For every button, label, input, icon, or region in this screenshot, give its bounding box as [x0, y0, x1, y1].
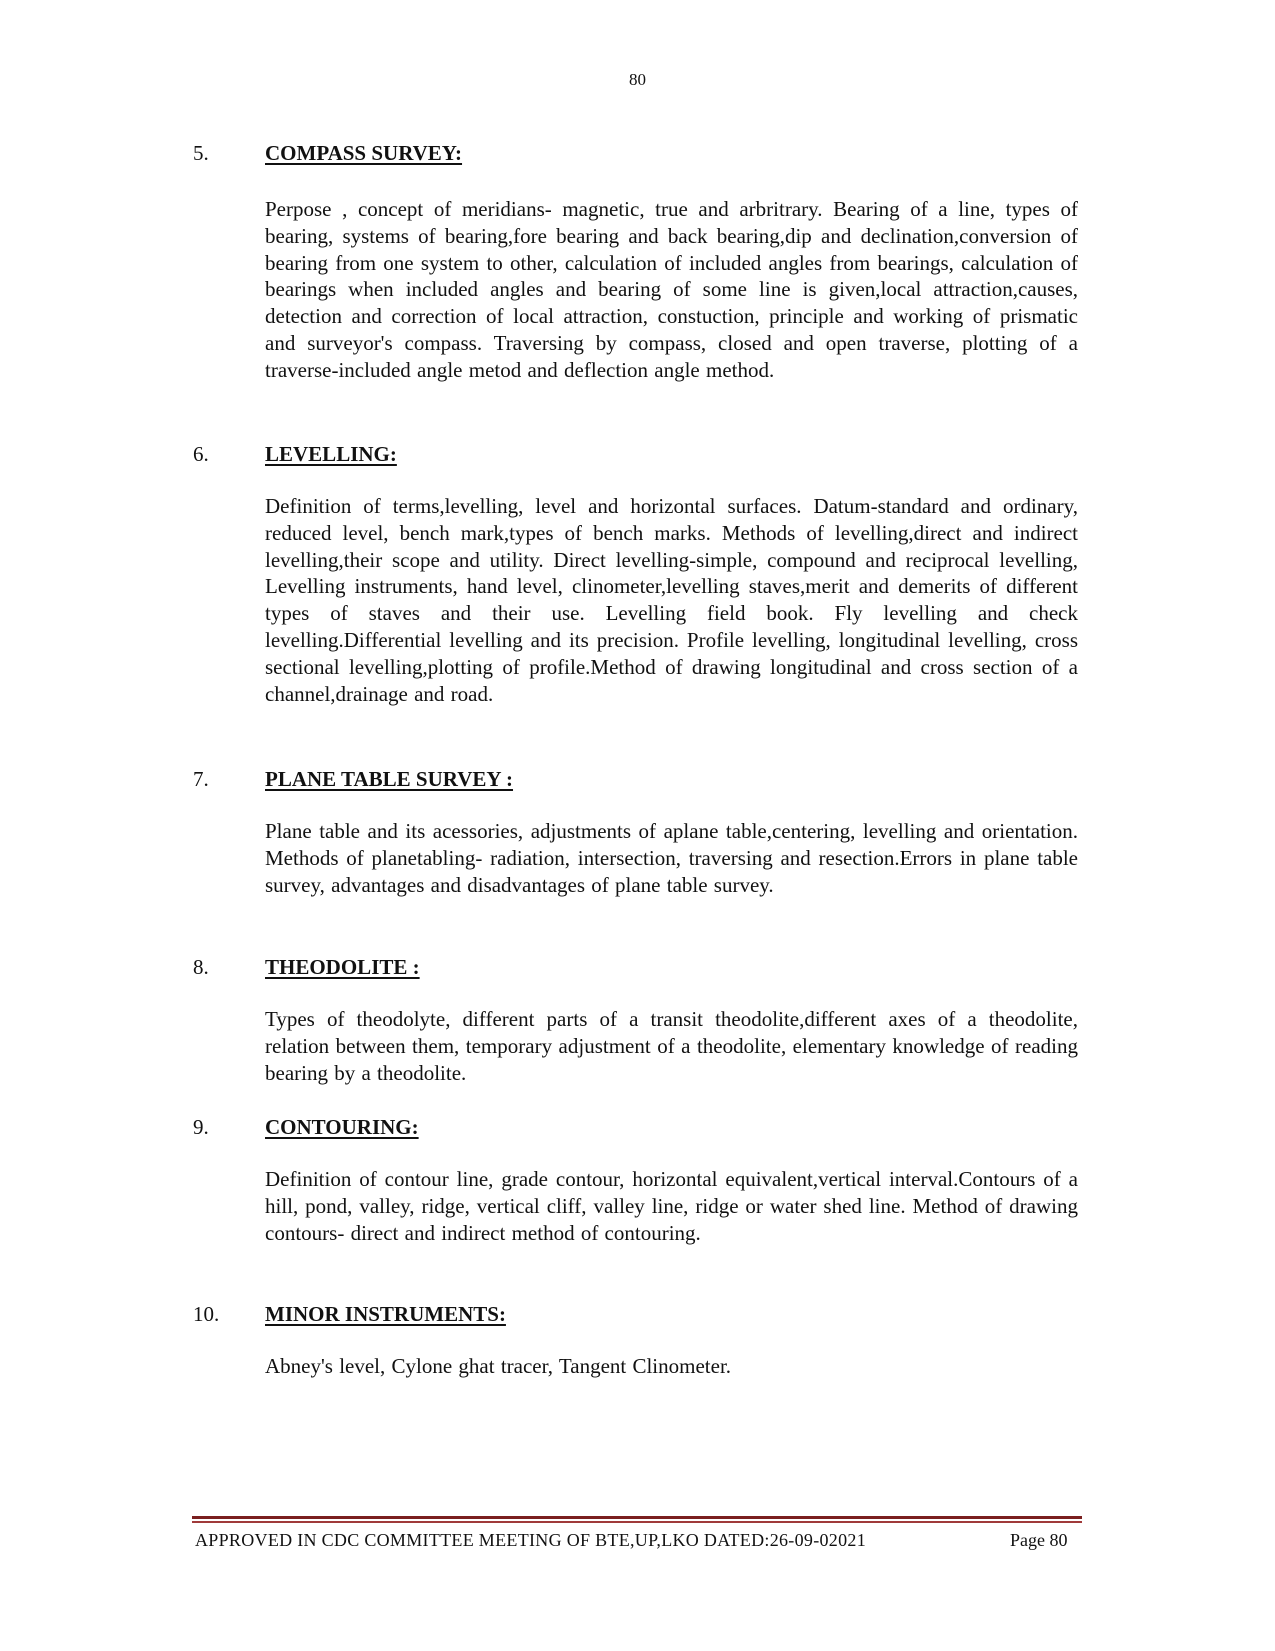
section-heading: THEODOLITE : — [265, 955, 420, 979]
section-body: Definition of contour line, grade contour, horizontal equivalent,vertical interval.Contours of a hill, pond, valley, ridge, vertical cliff, valley line, ridge or water shed line. Method of drawing contours- direct and indirect method of contouring. — [265, 1167, 1078, 1245]
section-body: Abney's level, Cylone ghat tracer, Tangent Clinometer. — [265, 1354, 732, 1378]
section-heading: LEVELLING: — [265, 442, 397, 466]
section-number: 9. — [193, 1115, 209, 1139]
section-heading: CONTOURING: — [265, 1115, 419, 1139]
footer-divider-line — [192, 1516, 1082, 1519]
section-heading: PLANE TABLE SURVEY : — [265, 767, 514, 791]
footer-divider — [192, 1516, 1082, 1524]
section-number: 6. — [193, 442, 209, 466]
page-number-top: 80 — [629, 70, 646, 89]
section-number: 8. — [193, 955, 209, 979]
section-body: Definition of terms,levelling, level and horizontal surfaces. Datum-standard and ordinary, reduced level, bench mark,types of bench marks. Methods of levelling,direct and indirect levelling,their scope and utility. Direct levelling-simple, compound and reciprocal levelling, Levelling instruments, hand level, clinometer,levelling staves,merit and demerits of different types of staves and their use. Levelling field book. Fly levelling and check levelling.Differential levelling and its precision. Profile levelling, longitudinal levelling, cross sectional levelling,plotting of profile.Method of drawing longitudinal and cross section of a channel,drainage and road. — [265, 494, 1078, 706]
footer-approval-text: APPROVED IN CDC COMMITTEE MEETING OF BTE,UP,LKO DATED:26-09-02021 — [195, 1530, 866, 1550]
footer-page-label: Page 80 — [1010, 1530, 1068, 1550]
section-body: Types of theodolyte, different parts of a transit theodolite,different axes of a theodolite, relation between them, temporary adjustment of a theodolite, elementary knowledge of reading bearing by a theodolite. — [265, 1007, 1078, 1085]
footer-divider-line — [192, 1521, 1082, 1523]
section-body: Perpose , concept of meridians- magnetic, true and arbritrary. Bearing of a line, types of bearing, systems of bearing,fore bearing and back bearing,dip and declination,conversion of bearing from one system to other, calculation of included angles from bearings, calculation of bearings when included angles and bearing of some line is given,local attraction,causes, detection and correction of local attraction, constuction, principle and working of prismatic and surveyor's compass. Traversing by compass, closed and open traverse, plotting of a traverse-included angle metod and deflection angle method. — [265, 197, 1078, 382]
section-heading: COMPASS SURVEY: — [265, 141, 463, 165]
section-number: 10. — [193, 1302, 220, 1326]
section-number: 7. — [193, 767, 209, 791]
section-body: Plane table and its acessories, adjustments of aplane table,centering, levelling and orientation. Methods of planetabling- radiation, intersection, traversing and resection.Errors in plane table survey, advantages and disadvantages of plane table survey. — [265, 819, 1078, 897]
section-heading: MINOR INSTRUMENTS: — [265, 1302, 506, 1326]
section-number: 5. — [193, 141, 209, 165]
